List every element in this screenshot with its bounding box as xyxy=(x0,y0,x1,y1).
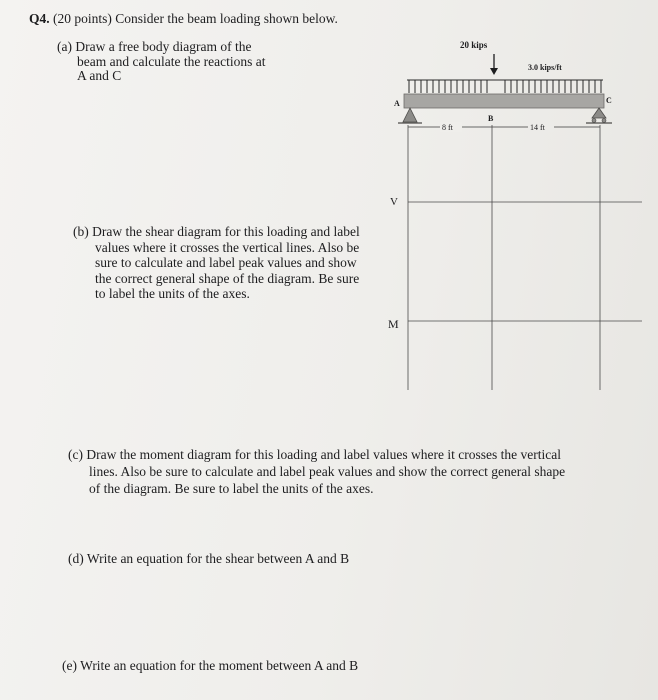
point-load-arrowhead xyxy=(490,68,498,75)
part-b-line4: the correct general shape of the diagram. Be sure xyxy=(95,270,360,286)
point-load-label: 20 kips xyxy=(460,40,488,50)
dist-load-label: 3.0 kips/ft xyxy=(528,63,562,72)
span-ab-label: 8 ft xyxy=(442,123,453,132)
pin-support-a-icon xyxy=(403,108,417,122)
point-c-label: C xyxy=(606,96,612,105)
question-prompt: (20 points) Consider the beam loading shown below. xyxy=(53,11,338,26)
beam-diagram xyxy=(380,30,650,395)
part-e-text: (e) Write an equation for the moment between A and B xyxy=(62,658,359,673)
part-d-text: (d) Write an equation for the shear between A and B xyxy=(68,551,350,566)
beam xyxy=(404,94,604,108)
roller-wheel-icon xyxy=(592,119,596,123)
point-a-label: A xyxy=(394,99,400,108)
part-b-line2: values where it crosses the vertical lines. Also be xyxy=(95,239,360,255)
question-header xyxy=(29,12,338,27)
point-b-label: B xyxy=(488,114,494,123)
roller-support-c-icon xyxy=(592,108,606,118)
part-b-line1: (b) Draw the shear diagram for this loading and label xyxy=(73,224,360,239)
part-a-line1: (a) Draw a free body diagram of the xyxy=(57,39,252,54)
part-c-text xyxy=(68,446,638,497)
part-c-line2: lines. Also be sure to calculate and label peak values and show the correct general shape xyxy=(89,464,566,479)
roller-wheel-icon xyxy=(602,119,606,123)
part-c-line1: (c) Draw the moment diagram for this loading and label values where it crosses the vertical xyxy=(68,447,561,462)
span-bc-label: 14 ft xyxy=(530,123,545,132)
part-b-line5: to label the units of the axes. xyxy=(95,286,250,301)
part-b-line3: sure to calculate and label peak values and show xyxy=(95,255,357,270)
shear-axis-label: V xyxy=(390,196,398,208)
question-number: Q4. xyxy=(29,11,50,26)
part-a-text xyxy=(57,40,287,84)
part-c-line3: of the diagram. Be sure to label the units of the axes. xyxy=(89,481,374,496)
part-a-line3: A and C xyxy=(77,68,122,83)
part-a-line2: beam and calculate the reactions at xyxy=(77,53,266,69)
moment-axis-label: M xyxy=(388,317,399,331)
distributed-load-arrows xyxy=(407,80,603,93)
part-b-text xyxy=(73,224,388,302)
